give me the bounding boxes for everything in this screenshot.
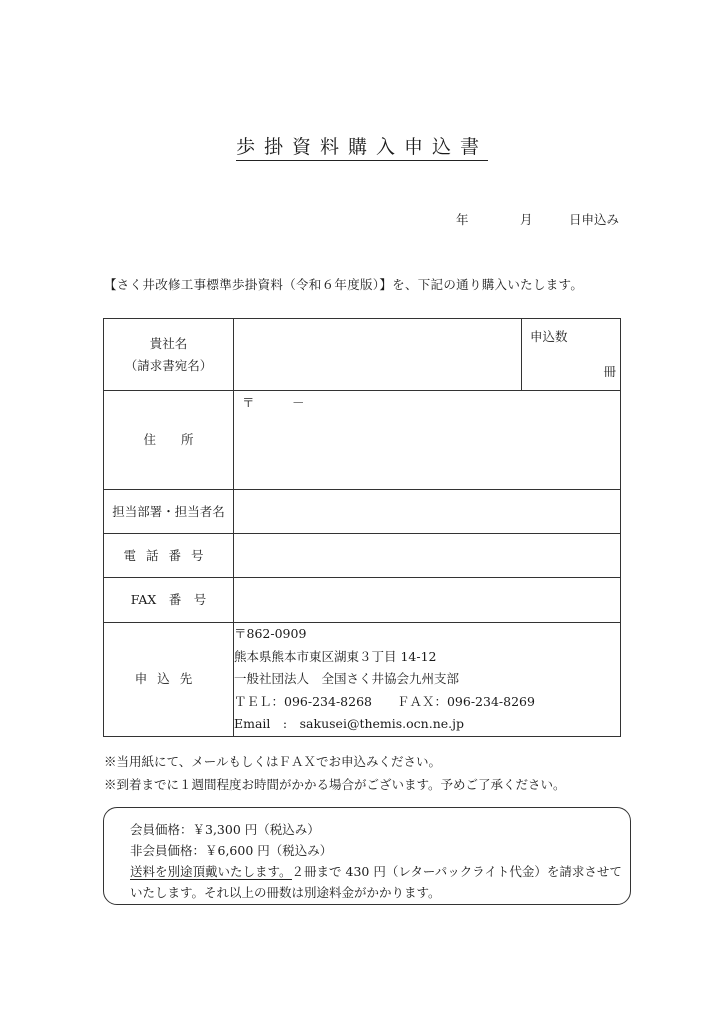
address-field[interactable] [234, 391, 621, 490]
quantity-box[interactable] [521, 318, 622, 390]
shipping-line-2: いたします。それ以上の冊数は別途料金がかかります。 [130, 885, 441, 900]
destination-label: 申込先 [104, 623, 234, 737]
fax-label: FAX 番 号 [104, 578, 234, 623]
shipping-rest: ２冊まで 430 円（レターパックライト代金）を請求させて [291, 864, 622, 879]
shipping-underlined: 送料を別途頂戴いたします。 [130, 864, 292, 879]
address-row [104, 391, 621, 490]
date-year: 年 [456, 212, 469, 227]
date-day: 日申込み [569, 212, 620, 227]
contact-row [104, 490, 621, 534]
destination-info [234, 623, 621, 737]
phone-row [104, 534, 621, 578]
non-member-price: 非会員価格：￥6,600 円（税込み） [130, 843, 333, 858]
destination-postal: 〒862-0909 [234, 626, 307, 641]
shipping-line-1 [130, 862, 622, 880]
pricing-box [103, 807, 631, 905]
company-label: 貴社名 [149, 335, 188, 351]
destination-tel-fax: ＴＥＬ：096-234-8268 ＦＡＸ：096-234-8269 [234, 693, 535, 709]
page-title [0, 132, 724, 159]
contact-label: 担当部署・担当者名 [104, 490, 234, 534]
destination-email: Email : sakusei@themis.ocn.ne.jp [234, 716, 464, 731]
company-sublabel: （請求書宛名） [124, 357, 213, 373]
fax-field[interactable] [234, 578, 621, 623]
postal-mark: 〒 － [242, 395, 305, 410]
destination-row [104, 623, 621, 737]
address-label: 住 所 [104, 391, 234, 490]
phone-field[interactable] [234, 534, 621, 578]
title-text: 歩掛資料購入申込書 [236, 136, 488, 161]
company-label-cell [104, 319, 234, 391]
fax-row [104, 578, 621, 623]
date-month: 月 [520, 212, 533, 227]
quantity-label: 申込数 [530, 329, 568, 344]
intro-text: 【さく井改修工事標準歩掛資料（令和６年度版）】を、下記の通り購入いたします。 [104, 277, 584, 292]
destination-address: 熊本県熊本市東区湖東３丁目 14-12 [234, 648, 437, 664]
phone-label: 電話番号 [104, 534, 234, 578]
member-price: 会員価格：￥3,300 円（税込み） [130, 822, 320, 837]
quantity-unit: 冊 [603, 364, 616, 379]
contact-field[interactable] [234, 490, 621, 534]
destination-org: 一般社団法人 全国さく井協会九州支部 [234, 671, 460, 686]
note-1: ※当用紙にて、メールもしくはＦＡＸでお申込みください。 [104, 754, 442, 769]
note-2: ※到着までに１週間程度お時間がかかる場合がございます。予めご了承ください。 [104, 777, 566, 792]
